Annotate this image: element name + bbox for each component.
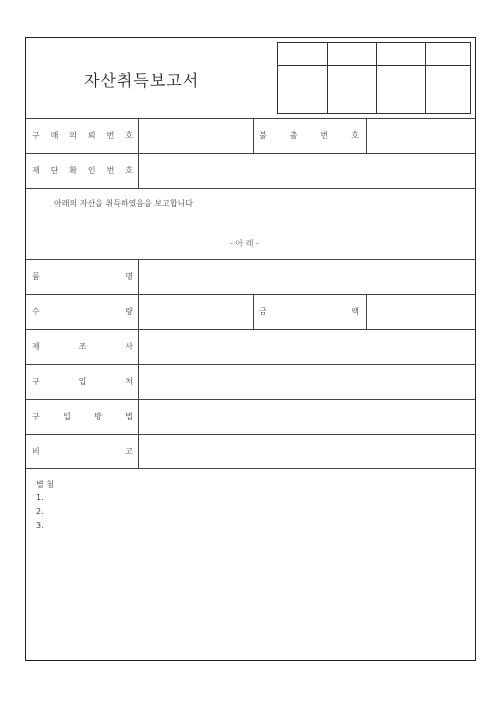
label-char: 번 — [320, 131, 329, 140]
label-char: 호 — [351, 131, 359, 140]
label-col-line — [253, 118, 254, 153]
label-char: 고 — [125, 447, 133, 456]
label-char: 인 — [87, 166, 96, 175]
label-vendor — [32, 376, 133, 387]
notice-text: 아래의 자산을 취득하였음을 보고합니다 — [54, 199, 194, 208]
approval-divider — [278, 65, 470, 66]
label-char: 금 — [259, 307, 267, 316]
label-char: 구 — [32, 412, 40, 421]
label-char: 재 — [32, 166, 40, 175]
row-line — [26, 188, 475, 189]
label-char: 매 — [50, 131, 59, 140]
label-foundation-no — [32, 165, 133, 176]
below-marker: - 아 래 - — [230, 239, 259, 248]
row-line — [26, 329, 475, 330]
label-col-line — [366, 294, 367, 329]
attachment-item: 3. — [36, 521, 44, 530]
label-char: 품 — [32, 272, 40, 281]
approval-col-line — [376, 43, 377, 113]
label-char: 구 — [32, 377, 40, 386]
attachment-item: 2. — [36, 507, 44, 516]
label-item-name — [32, 271, 133, 282]
label-char: 량 — [125, 307, 133, 316]
row-line — [26, 364, 475, 365]
label-char: 단 — [50, 166, 59, 175]
row-line — [26, 118, 475, 119]
row-line — [26, 399, 475, 400]
label-amount — [259, 306, 359, 317]
label-char: 명 — [125, 272, 133, 281]
label-release-no — [259, 130, 359, 141]
label-remarks — [32, 446, 133, 457]
label-char: 처 — [125, 377, 133, 386]
approval-col-line — [327, 43, 328, 113]
label-method — [32, 411, 133, 422]
row-line — [26, 294, 475, 295]
label-char: 법 — [125, 412, 133, 421]
label-quantity — [32, 306, 133, 317]
label-char: 호 — [125, 166, 133, 175]
label-purchase-no — [32, 130, 133, 141]
label-char: 액 — [351, 307, 359, 316]
label-char: 입 — [63, 412, 71, 421]
label-char: 방 — [94, 412, 102, 421]
label-char: 제 — [32, 342, 40, 351]
label-char: 뢰 — [87, 131, 96, 140]
label-char: 비 — [32, 447, 40, 456]
label-char: 구 — [32, 131, 40, 140]
row-line — [26, 153, 475, 154]
asset-acquisition-form — [25, 37, 476, 661]
label-char: 수 — [32, 307, 40, 316]
label-char: 번 — [106, 131, 115, 140]
label-char: 입 — [78, 377, 87, 386]
form-title: 자산취득보고서 — [84, 71, 200, 90]
attachment-item: 1. — [36, 493, 44, 502]
label-col-line — [138, 259, 139, 468]
label-col-line — [366, 118, 367, 153]
label-char: 사 — [125, 342, 133, 351]
approval-box — [277, 42, 471, 114]
label-char: 번 — [106, 166, 115, 175]
approval-col-line — [425, 43, 426, 113]
label-char: 불 — [259, 131, 267, 140]
label-manufacturer — [32, 341, 133, 352]
row-line — [26, 259, 475, 260]
label-char: 조 — [78, 342, 87, 351]
label-col-line — [253, 294, 254, 329]
label-col-line — [138, 118, 139, 188]
label-char: 확 — [69, 166, 78, 175]
label-char: 출 — [289, 131, 298, 140]
label-char: 호 — [125, 131, 133, 140]
label-char: 의 — [69, 131, 78, 140]
row-line — [26, 434, 475, 435]
row-line — [26, 468, 475, 469]
attachment-heading: 별 첨 — [36, 480, 54, 489]
